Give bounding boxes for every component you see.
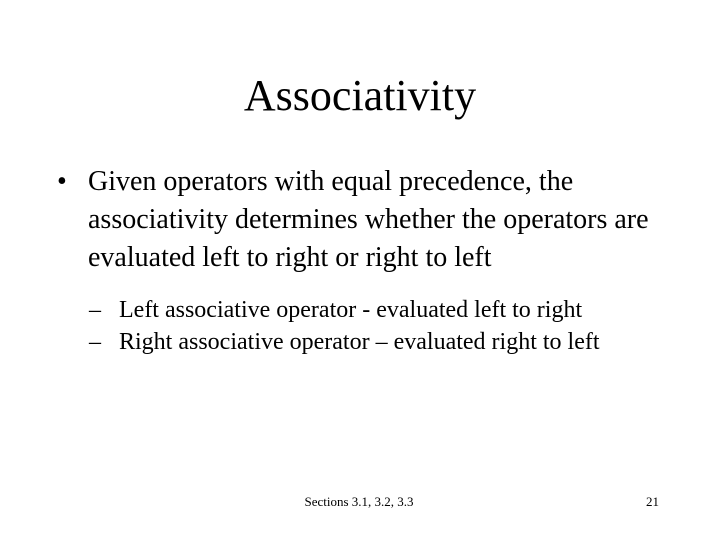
subbullet-item — [89, 326, 677, 358]
subbullet-text: Right associative operator – evaluated right to left — [119, 329, 600, 355]
page-number: 21 — [646, 494, 659, 509]
subbullet-marker: – — [89, 329, 101, 355]
bullet-text: Given operators with equal precedence, the associativity determines whether the operators are evaluated left to right or right to left — [88, 166, 649, 273]
slide-title: Associativity — [243, 71, 477, 120]
subbullet-list — [88, 294, 677, 358]
bullet-item — [57, 163, 677, 358]
subbullet-marker: – — [89, 297, 101, 323]
bullet-marker: • — [57, 166, 67, 197]
footer-section-label: Sections 3.1, 3.2, 3.3 — [304, 494, 414, 509]
subbullet-text: Left associative operator - evaluated left to right — [119, 297, 583, 323]
subbullet-item — [89, 294, 677, 326]
bullet-list — [57, 163, 677, 358]
